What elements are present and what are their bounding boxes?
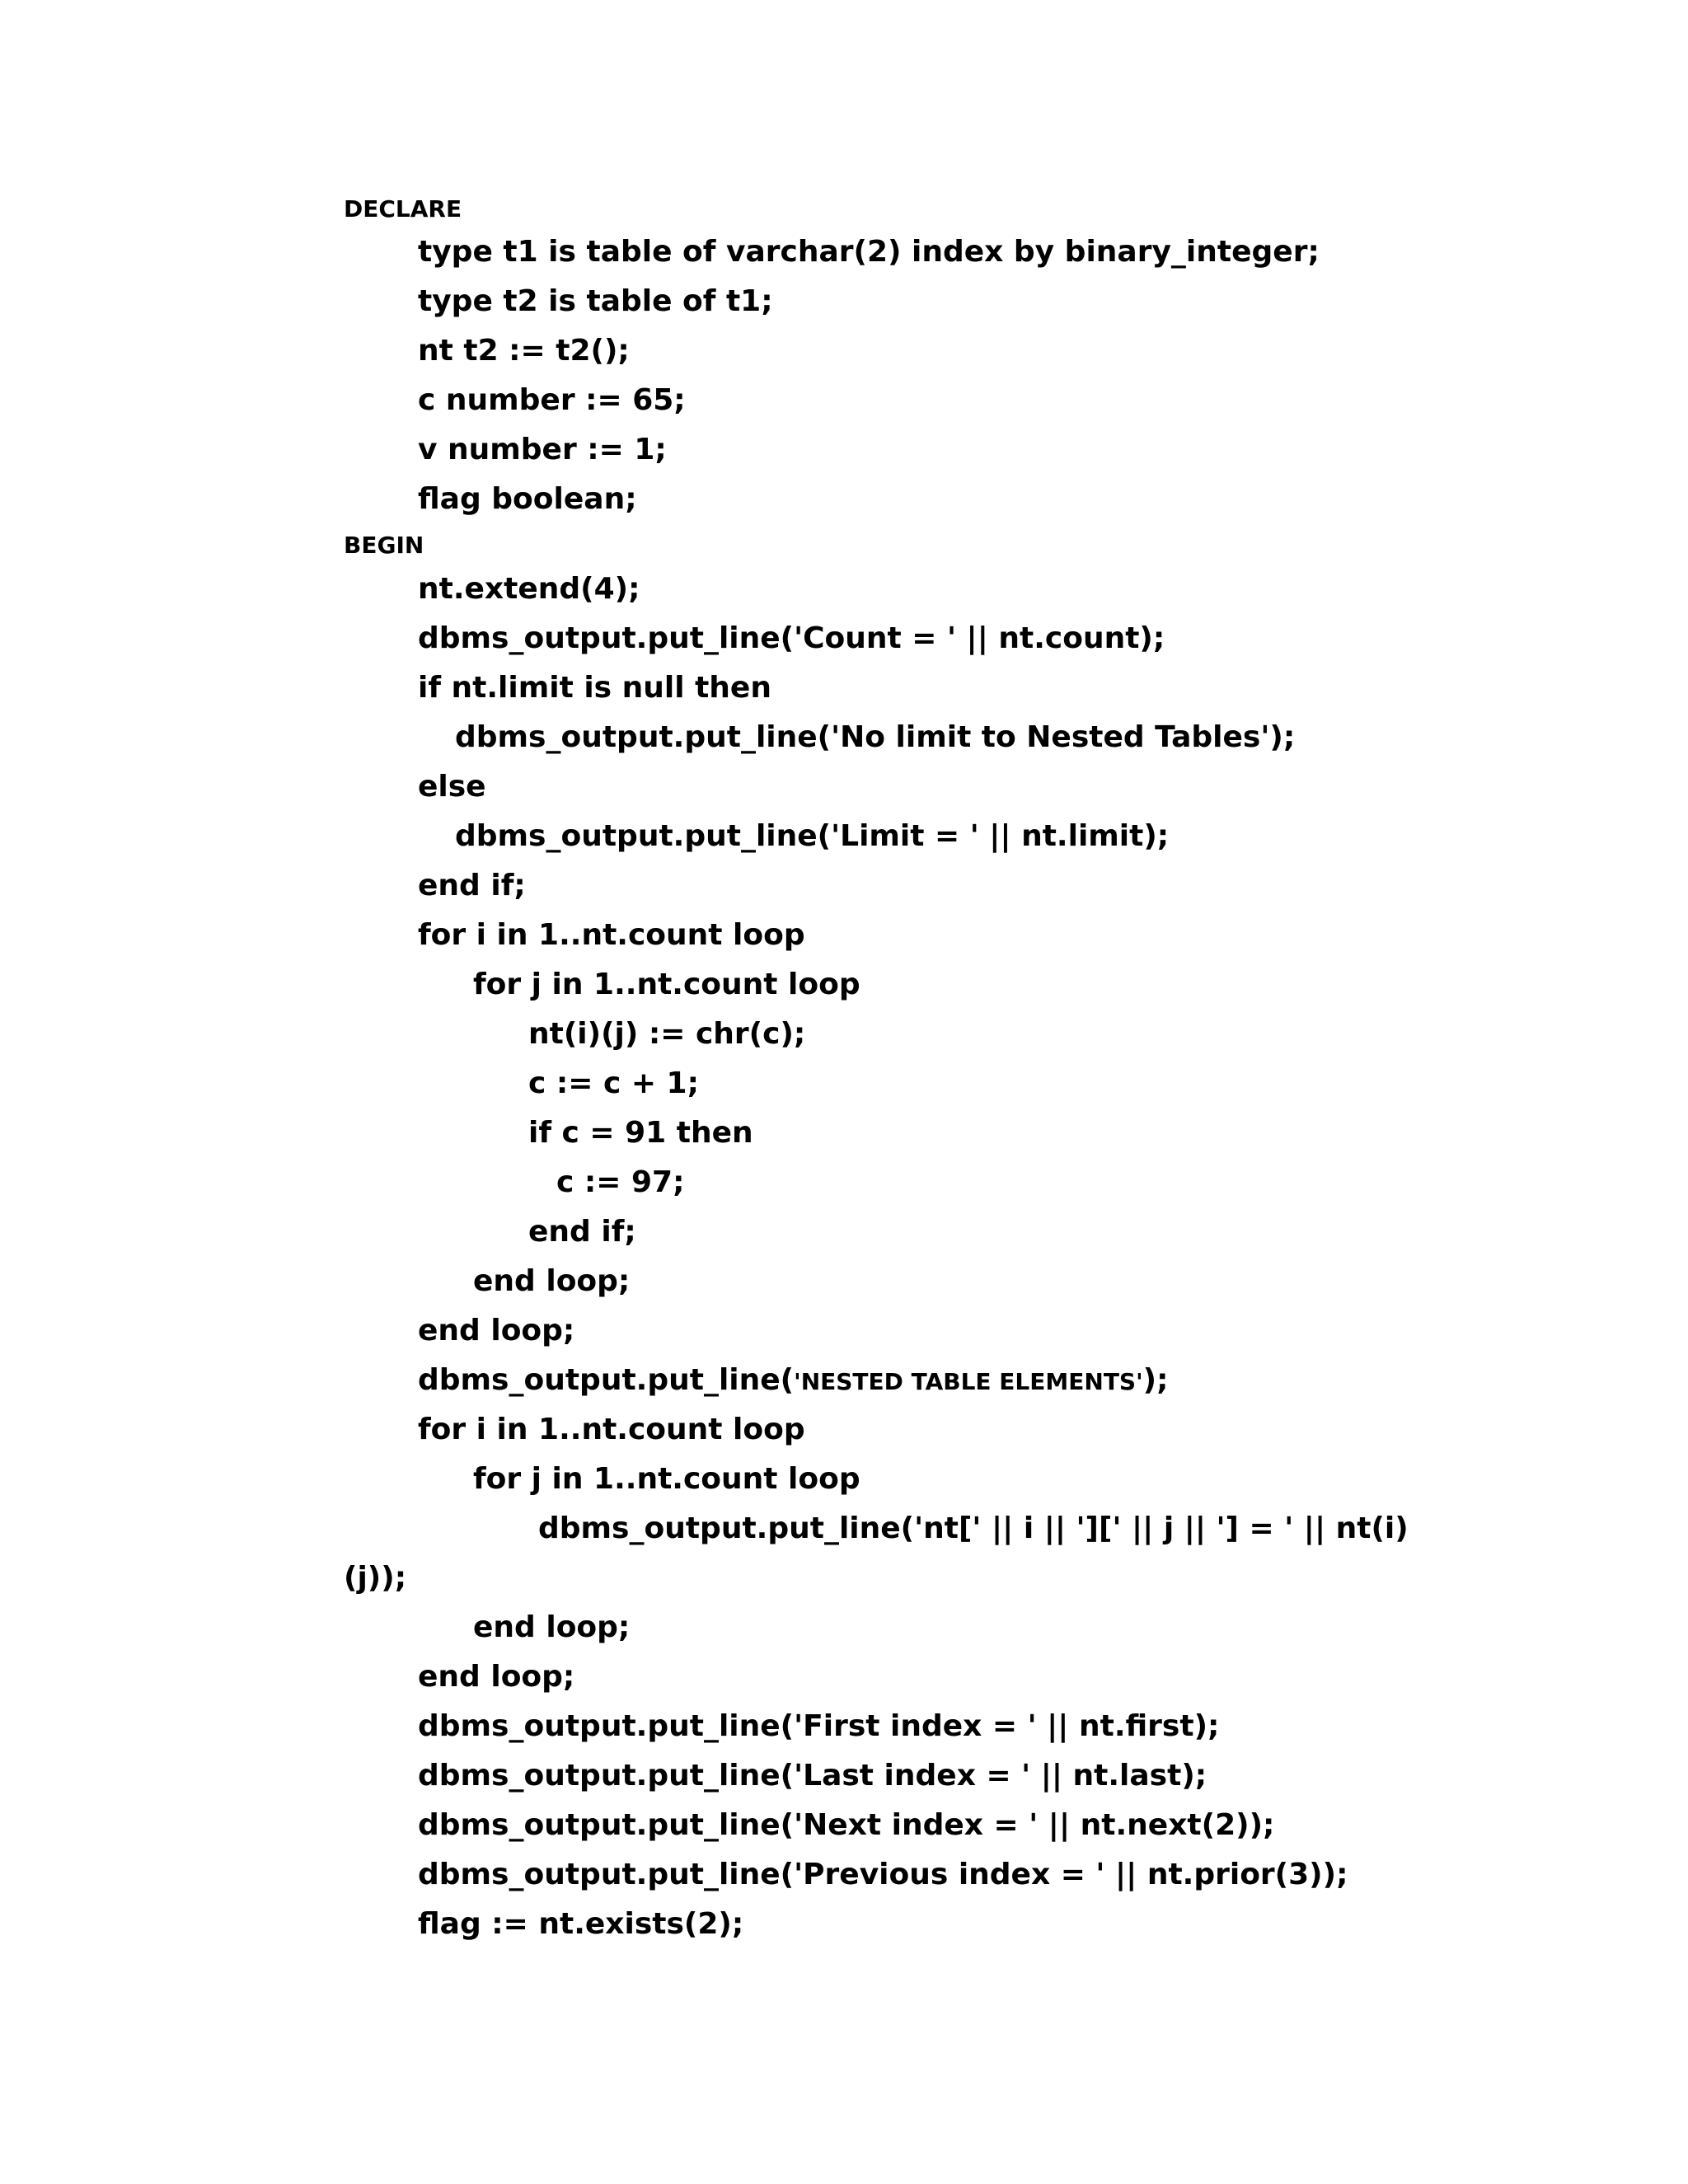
code-line [418,918,805,952]
code-line [418,1662,574,1692]
code-text: end loop; [418,1660,575,1694]
code-line [473,1610,631,1644]
code-text: c number := 65; [418,383,686,417]
code-line [418,1907,744,1941]
code-line [418,1761,1207,1791]
code-line [528,1217,636,1247]
code-line [538,1511,1409,1545]
code-text: dbms_output.put_line('Next index = ' || nt.next(2)); [418,1808,1275,1842]
code-text: dbms_output.put_line('First index = ' || nt.first); [418,1709,1220,1743]
code-line [473,1264,631,1298]
code-line [473,1462,860,1496]
code-line [344,195,462,223]
code-text: BEGIN [344,532,424,559]
code-text: end loop; [473,1264,631,1298]
code-text: flag boolean; [418,482,637,516]
code-text: for i in 1..nt.count loop [418,1413,805,1446]
code-text: else [418,770,486,804]
code-line [418,871,526,901]
code-line [418,284,773,318]
code-text: dbms_output.put_line('Previous index = ' || nt.prior(3)); [418,1858,1348,1891]
code-text: nt.extend(4); [418,572,640,606]
code-text: dbms_output.put_line('No limit to Nested Tables'); [455,720,1296,754]
code-line [418,1709,1220,1743]
code-line [418,1316,574,1346]
code-line [418,383,686,417]
code-text: nt(i)(j) := chr(c); [528,1017,806,1051]
code-text: dbms_output.put_line( [418,1363,795,1397]
code-line [418,1860,1348,1890]
code-text: end if; [528,1215,636,1249]
code-line [418,673,771,703]
code-text: end loop; [418,1314,575,1347]
code-text: dbms_output.put_line('Last index = ' || nt.last); [418,1759,1207,1793]
code-text: dbms_output.put_line('nt[' || i || '][' || j || '] = ' || nt(i) [538,1511,1409,1545]
code-line [455,720,1296,754]
code-text: dbms_output.put_line('Count = ' || nt.count); [418,621,1165,655]
code-line [418,772,486,802]
code-line [418,621,1165,655]
code-text: c := c + 1; [528,1066,699,1100]
code-text: end if; [418,869,526,902]
code-text: end loop; [473,1610,631,1644]
code-text: for j in 1..nt.count loop [473,1462,860,1496]
code-line [418,336,630,366]
code-text: if c = 91 then [528,1116,753,1150]
code-text: type t1 is table of varchar(2) index by binary_integer; [418,235,1320,269]
code-line [418,482,637,516]
code-line [418,1808,1275,1842]
code-line [344,534,424,557]
code-line [418,1363,1169,1397]
code-line [418,574,640,604]
code-line [418,435,667,465]
code-text: dbms_output.put_line('Limit = ' || nt.limit); [455,819,1170,853]
code-string-small: 'NESTED TABLE ELEMENTS' [794,1368,1143,1395]
code-text: v number := 1; [418,433,667,466]
code-line [418,1415,805,1445]
code-line [473,970,860,1000]
code-text: for j in 1..nt.count loop [473,968,860,1001]
code-line [556,1165,685,1199]
code-text-tail: ); [1142,1363,1169,1397]
code-line [344,1563,406,1593]
code-line [528,1118,753,1148]
code-line [528,1066,699,1100]
code-text: nt t2 := t2(); [418,334,630,368]
code-text: type t2 is table of t1; [418,284,773,318]
code-text: DECLARE [344,195,462,223]
code-text: flag := nt.exists(2); [418,1907,744,1941]
code-line [528,1019,805,1049]
code-text: c := 97; [556,1165,685,1199]
code-text: for i in 1..nt.count loop [418,918,805,952]
code-text: (j)); [344,1561,407,1595]
code-line [418,237,1320,267]
code-line [455,819,1170,853]
code-text: if nt.limit is null then [418,671,771,705]
